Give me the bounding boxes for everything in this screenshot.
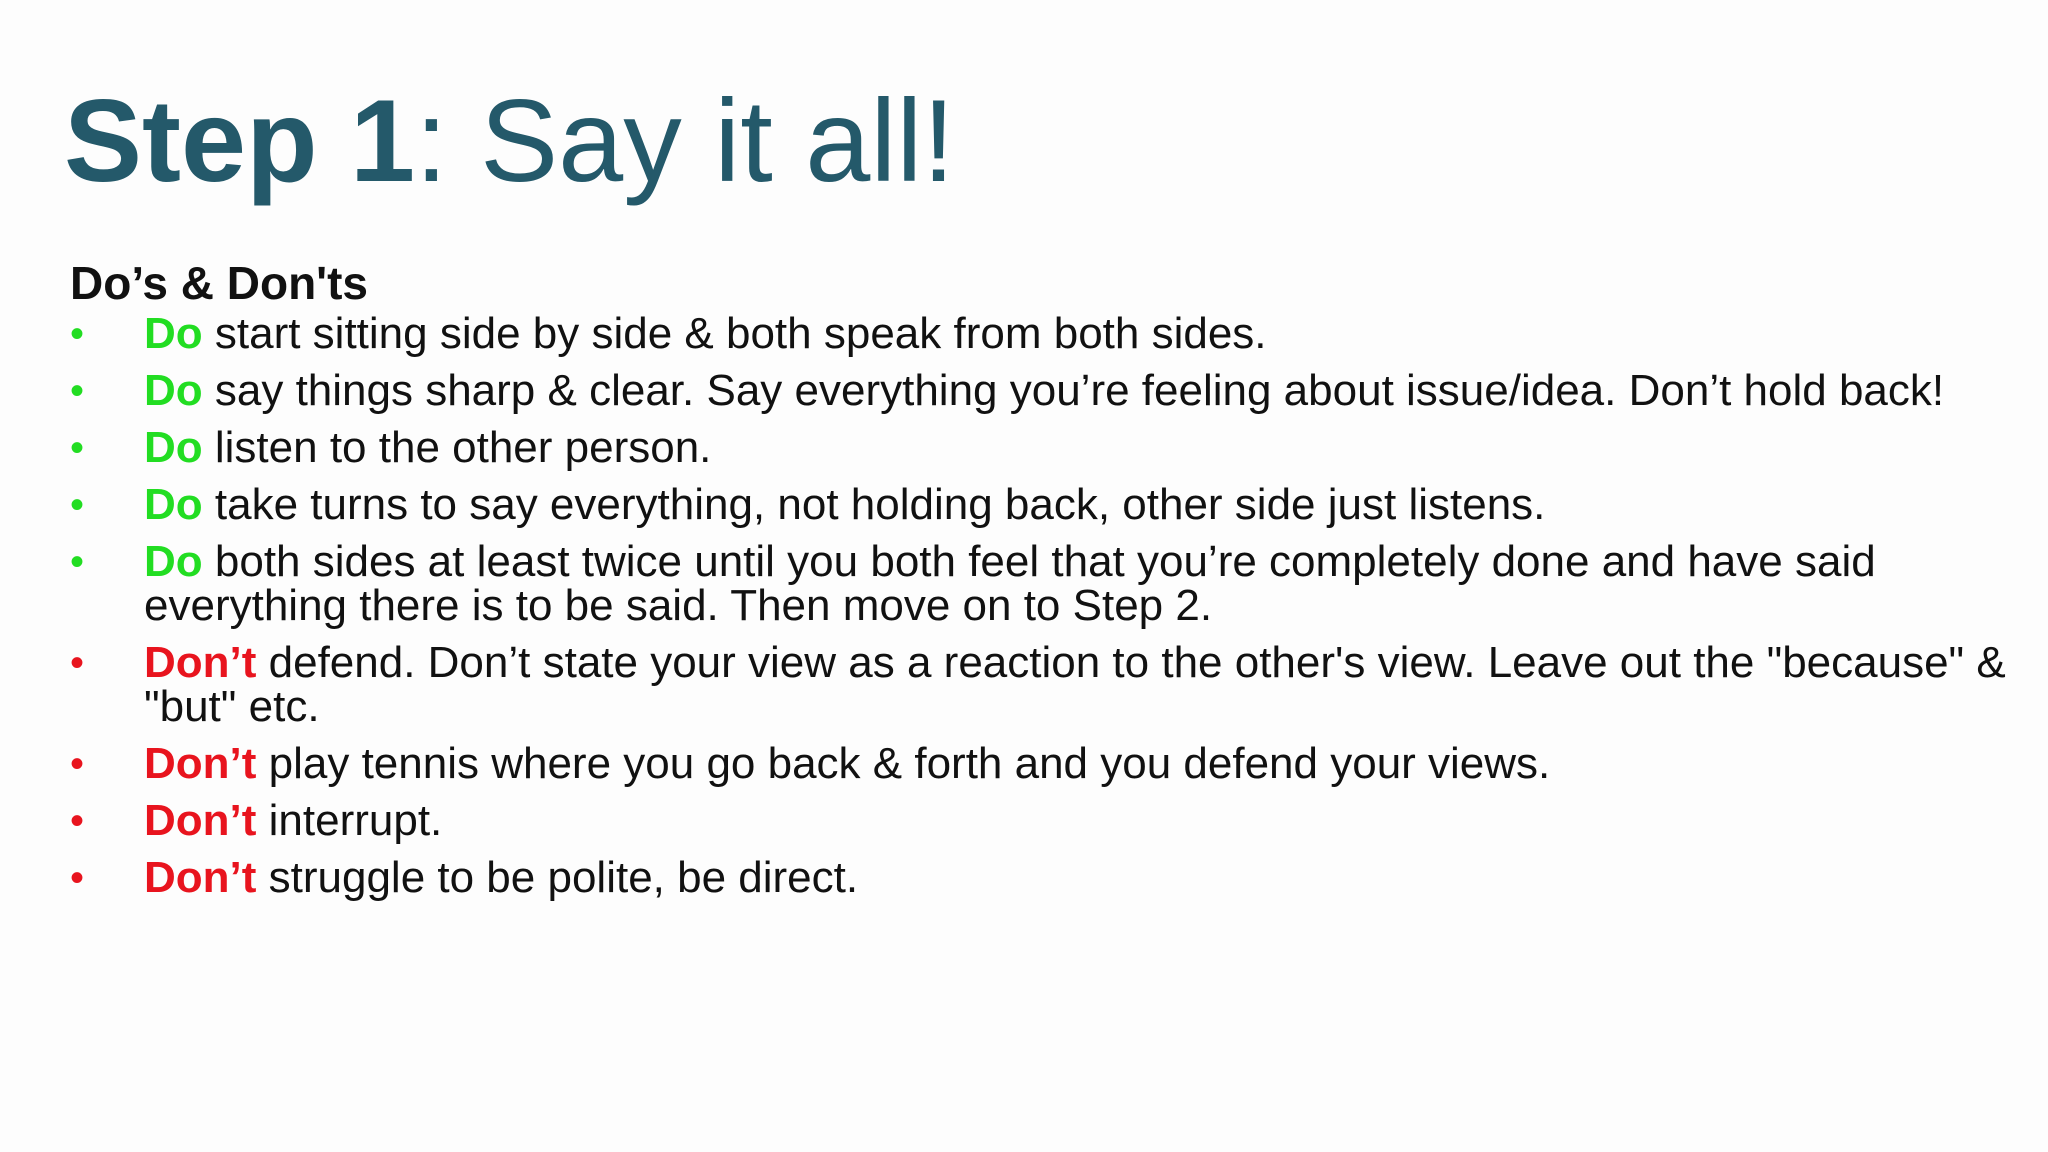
item-text: both sides at least twice until you both feel that you’re completely done and have said everything there is to be said. Then move on to Step 2. (144, 537, 1876, 630)
item-text: struggle to be polite, be direct. (256, 853, 859, 902)
list-item (70, 739, 2010, 788)
item-text: interrupt. (256, 796, 443, 845)
list-item (70, 853, 2010, 902)
slide-title-rest: : Say it all! (415, 75, 955, 206)
bullet-icon: • (70, 369, 85, 413)
list-item (70, 796, 2010, 845)
item-keyword: Don’t (144, 638, 257, 687)
item-keyword: Do (144, 423, 203, 472)
bullet-icon: • (70, 540, 85, 584)
bullet-list (70, 309, 2010, 913)
item-keyword: Don’t (144, 739, 257, 788)
item-text: play tennis where you go back & forth and you defend your views. (256, 739, 1551, 788)
item-text: defend. Don’t state your view as a reaction to the other's view. Leave out the "because" & "but" etc. (144, 638, 2006, 731)
item-text: start sitting side by side & both speak from both sides. (202, 309, 1267, 358)
item-keyword: Do (144, 537, 203, 586)
item-keyword: Do (144, 480, 203, 529)
item-text: take turns to say everything, not holding back, other side just listens. (202, 480, 1546, 529)
slide-title (64, 76, 955, 206)
item-keyword: Don’t (144, 853, 257, 902)
bullet-icon: • (70, 641, 85, 685)
list-item (70, 537, 2010, 630)
slide-title-step: Step 1 (64, 75, 416, 206)
bullet-icon: • (70, 856, 85, 900)
list-item (70, 638, 2010, 731)
list-item (70, 480, 2010, 529)
list-item (70, 309, 2010, 358)
bullet-icon: • (70, 799, 85, 843)
item-text: say things sharp & clear. Say everything you’re feeling about issue/idea. Don’t hold back! (202, 366, 1945, 415)
item-keyword: Do (144, 366, 203, 415)
bullet-icon: • (70, 483, 85, 527)
item-text: listen to the other person. (202, 423, 712, 472)
item-keyword: Don’t (144, 796, 257, 845)
section-heading: Do’s & Don'ts (70, 257, 369, 309)
item-keyword: Do (144, 309, 203, 358)
list-item (70, 423, 2010, 472)
bullet-icon: • (70, 426, 85, 470)
bullet-icon: • (70, 312, 85, 356)
bullet-icon: • (70, 742, 85, 786)
list-item (70, 366, 2010, 415)
